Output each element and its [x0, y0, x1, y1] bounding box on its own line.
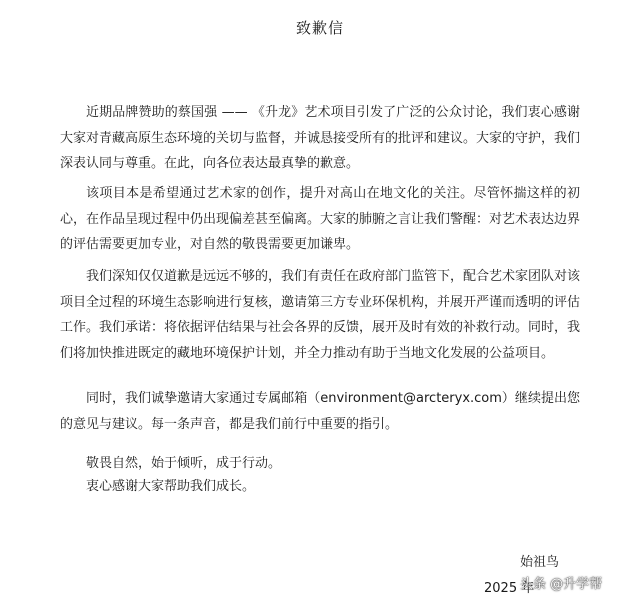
paragraph-3: 我们深知仅仅道歉是远远不够的，我们有责任在政府部门监管下，配合艺术家团队对该项目全过程的环境生态影响进行复核，邀请第三方专业环保机构，并展开严谨而透明的评估工作。我们承诺：将依据评估结果与社会各界的反馈，展开及时有效的补救行动。同时，我们将加快推进既定的藏地环境保护计划，并全力推动有助于当地文化发展的公益项目。 — [60, 269, 581, 361]
paragraph-2: 该项目本是希望通过艺术家的创作，提升对高山在地文化的关注。尽管怀揣这样的初心，在作品呈现过程中仍出现偏差甚至偏离。大家的肺腑之言让我们警醒：对艺术表达边界的评估需要更加专业，对自然的敬畏需要更加谦卑。 — [60, 186, 581, 252]
letter-title: 致歉信 — [295, 19, 344, 37]
signature: 始祖鸟 — [520, 555, 560, 570]
paragraph-4: 同时，我们诚挚邀请大家通过专属邮箱（environment@arcteryx.com）继续提出您的意见与建议。每一条声音，都是我们前行中重要的指引。 — [60, 391, 580, 432]
watermark: 头条 @升学帮 — [520, 577, 603, 592]
letter-date: 2025 年 — [484, 581, 535, 596]
paragraph-1: 近期品牌赞助的蔡国强 —— 《升龙》艺术项目引发了广泛的公众讨论，我们衷心感谢大家对青藏高原生态环境的关切与监督，并诚恳接受所有的批评和建议。大家的守护，我们深表认同与尊重。在此，向各位表达最真挚的歉意。 — [60, 105, 581, 171]
closing-line-2: 衷心感谢大家帮助我们成长。 — [86, 479, 256, 494]
closing-line-1: 敬畏自然，始于倾听，成于行动。 — [86, 456, 282, 471]
